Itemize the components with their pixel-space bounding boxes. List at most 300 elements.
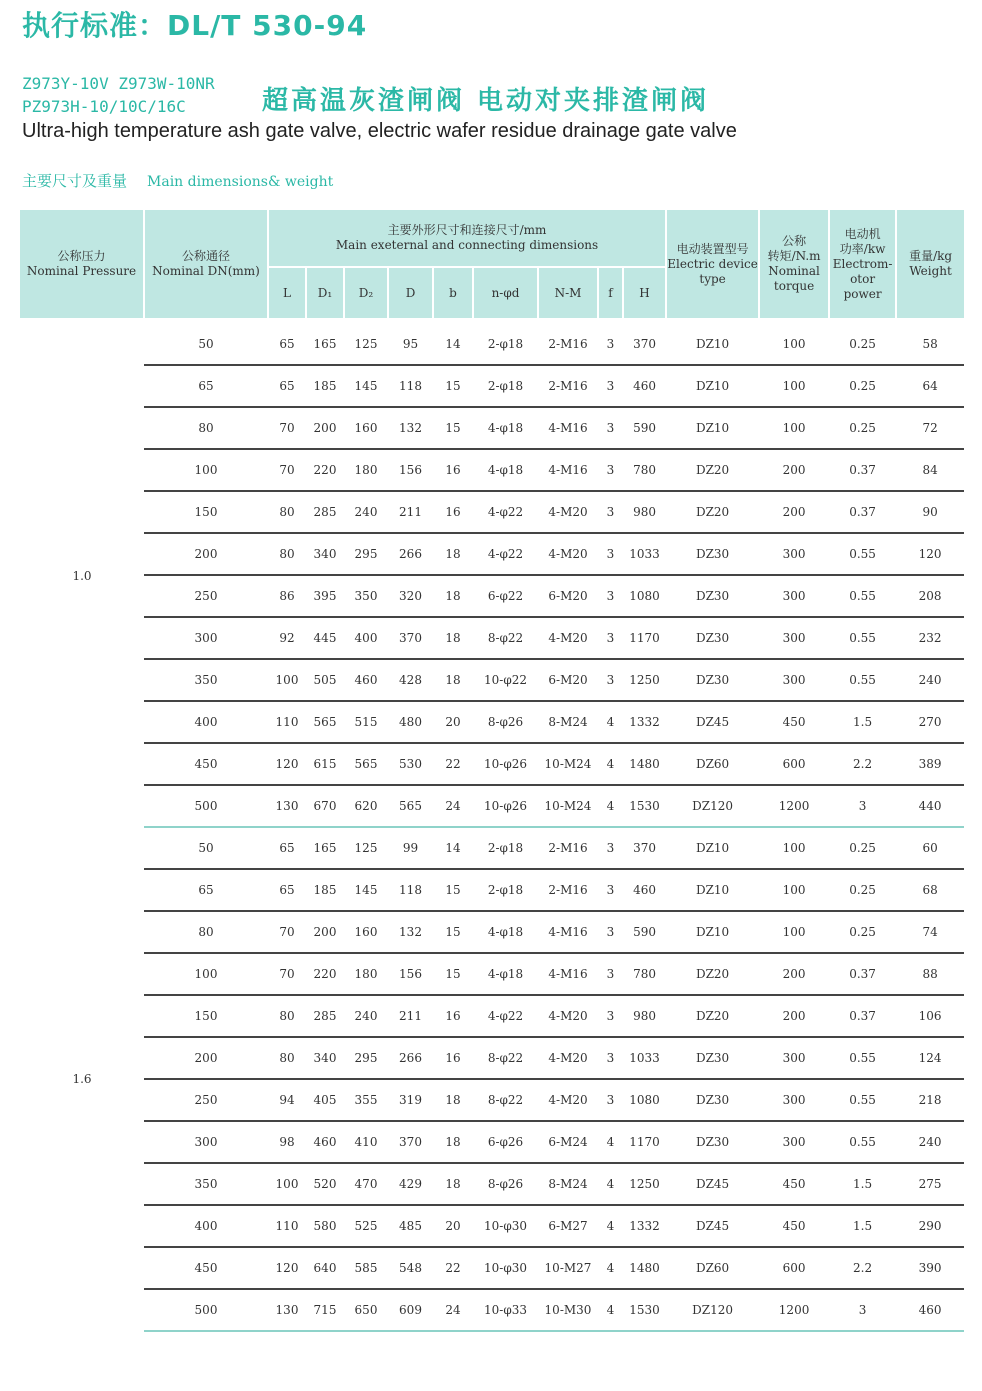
cell-d: 530 — [388, 743, 433, 785]
cell-power: 0.37 — [829, 953, 896, 995]
cell-l: 100 — [268, 659, 306, 701]
cell-d1: 460 — [306, 1121, 344, 1163]
table-row — [20, 869, 964, 911]
cell-h: 590 — [623, 407, 666, 449]
cell-torque: 300 — [759, 617, 829, 659]
table-row — [20, 407, 964, 449]
cell-d: 118 — [388, 365, 433, 407]
cell-d1: 285 — [306, 995, 344, 1037]
cell-n-phi-d: 2-φ18 — [473, 324, 538, 365]
cell-d: 429 — [388, 1163, 433, 1205]
cell-weight: 64 — [896, 365, 964, 407]
header-sub-f: f — [598, 267, 623, 318]
cell-h: 370 — [623, 324, 666, 365]
cell-n-m: 8-M24 — [538, 1163, 598, 1205]
cell-n-phi-d: 4-φ18 — [473, 953, 538, 995]
cell-d1: 715 — [306, 1289, 344, 1331]
cell-torque: 300 — [759, 1037, 829, 1079]
cell-d1: 670 — [306, 785, 344, 827]
cell-h: 1480 — [623, 1247, 666, 1289]
cell-weight: 270 — [896, 701, 964, 743]
cell-d1: 200 — [306, 911, 344, 953]
cell-b: 22 — [433, 1247, 473, 1289]
cell-dn: 300 — [144, 617, 268, 659]
header-pressure: 公称压力 Nominal Pressure — [20, 210, 144, 318]
cell-b: 22 — [433, 743, 473, 785]
cell-power: 2.2 — [829, 1247, 896, 1289]
cell-power: 3 — [829, 1289, 896, 1331]
table-row — [20, 785, 964, 827]
cell-n-phi-d: 4-φ22 — [473, 533, 538, 575]
cell-h: 460 — [623, 365, 666, 407]
cell-device: DZ10 — [666, 324, 759, 365]
cell-weight: 232 — [896, 617, 964, 659]
cell-n-m: 4-M20 — [538, 617, 598, 659]
cell-torque: 1200 — [759, 785, 829, 827]
cell-torque: 450 — [759, 1205, 829, 1247]
cell-d1: 615 — [306, 743, 344, 785]
header-dn: 公称通径 Nominal DN(mm) — [144, 210, 268, 318]
cell-torque: 600 — [759, 1247, 829, 1289]
cell-b: 15 — [433, 953, 473, 995]
cell-d1: 565 — [306, 701, 344, 743]
cell-b: 16 — [433, 491, 473, 533]
cell-device: DZ30 — [666, 533, 759, 575]
cell-device: DZ10 — [666, 365, 759, 407]
cell-d: 132 — [388, 911, 433, 953]
cell-n-phi-d: 10-φ26 — [473, 743, 538, 785]
table-row — [20, 449, 964, 491]
cell-device: DZ45 — [666, 1163, 759, 1205]
cell-f: 3 — [598, 869, 623, 911]
cell-power: 0.25 — [829, 827, 896, 869]
pressure-cell: 1.6 — [72, 1072, 92, 1086]
cell-dn: 300 — [144, 1121, 268, 1163]
section-title-cn: 主要尺寸及重量 — [22, 172, 128, 190]
table-row — [20, 1121, 964, 1163]
cell-dn: 150 — [144, 491, 268, 533]
cell-f: 4 — [598, 1247, 623, 1289]
cell-d: 609 — [388, 1289, 433, 1331]
cell-h: 1480 — [623, 743, 666, 785]
cell-n-m: 10-M30 — [538, 1289, 598, 1331]
cell-h: 1080 — [623, 1079, 666, 1121]
table-body — [20, 318, 964, 1331]
table-row — [20, 1247, 964, 1289]
cell-n-phi-d: 10-φ30 — [473, 1205, 538, 1247]
table-row — [20, 743, 964, 785]
cell-device: DZ20 — [666, 995, 759, 1037]
cell-d1: 640 — [306, 1247, 344, 1289]
cell-d: 132 — [388, 407, 433, 449]
cell-f: 3 — [598, 449, 623, 491]
cell-weight: 58 — [896, 324, 964, 365]
cell-weight: 68 — [896, 869, 964, 911]
cell-d2: 240 — [344, 995, 388, 1037]
cell-h: 1250 — [623, 659, 666, 701]
cell-b: 15 — [433, 365, 473, 407]
cell-b: 16 — [433, 1037, 473, 1079]
cell-dn: 65 — [144, 869, 268, 911]
cell-l: 70 — [268, 407, 306, 449]
cell-d2: 160 — [344, 407, 388, 449]
cell-h: 1332 — [623, 1205, 666, 1247]
header-torque: 公称 转矩/N.m Nominal torque — [759, 210, 829, 318]
cell-dn: 350 — [144, 1163, 268, 1205]
table-row — [20, 659, 964, 701]
cell-d2: 400 — [344, 617, 388, 659]
cell-d: 99 — [388, 827, 433, 869]
cell-d2: 160 — [344, 911, 388, 953]
cell-n-m: 4-M20 — [538, 1079, 598, 1121]
cell-b: 18 — [433, 1163, 473, 1205]
cell-power: 0.37 — [829, 995, 896, 1037]
cell-torque: 450 — [759, 701, 829, 743]
cell-weight: 389 — [896, 743, 964, 785]
cell-b: 20 — [433, 701, 473, 743]
cell-h: 1170 — [623, 617, 666, 659]
cell-d: 370 — [388, 1121, 433, 1163]
cell-dn: 200 — [144, 1037, 268, 1079]
cell-weight: 74 — [896, 911, 964, 953]
cell-d: 95 — [388, 324, 433, 365]
cell-device: DZ120 — [666, 1289, 759, 1331]
cell-d1: 405 — [306, 1079, 344, 1121]
cell-d1: 340 — [306, 533, 344, 575]
cell-weight: 275 — [896, 1163, 964, 1205]
cell-power: 0.55 — [829, 1121, 896, 1163]
header-sub-d2: D₂ — [344, 267, 388, 318]
cell-f: 4 — [598, 1205, 623, 1247]
cell-n-m: 4-M20 — [538, 995, 598, 1037]
table-row — [20, 1163, 964, 1205]
table-row — [20, 617, 964, 659]
cell-b: 20 — [433, 1205, 473, 1247]
cell-d2: 350 — [344, 575, 388, 617]
cell-dn: 400 — [144, 1205, 268, 1247]
cell-dn: 50 — [144, 324, 268, 365]
cell-d: 370 — [388, 617, 433, 659]
cell-l: 65 — [268, 827, 306, 869]
cell-d: 266 — [388, 1037, 433, 1079]
cell-d1: 580 — [306, 1205, 344, 1247]
cell-d1: 505 — [306, 659, 344, 701]
cell-d2: 180 — [344, 953, 388, 995]
cell-h: 1332 — [623, 701, 666, 743]
cell-b: 16 — [433, 995, 473, 1037]
cell-h: 780 — [623, 953, 666, 995]
cell-d: 548 — [388, 1247, 433, 1289]
table-row — [20, 365, 964, 407]
cell-weight: 72 — [896, 407, 964, 449]
standard-title: 执行标准：DL/T 530-94 — [22, 9, 368, 42]
cell-f: 3 — [598, 324, 623, 365]
cell-d2: 470 — [344, 1163, 388, 1205]
cell-power: 3 — [829, 785, 896, 827]
cell-dn: 80 — [144, 911, 268, 953]
cell-dn: 350 — [144, 659, 268, 701]
cell-power: 0.55 — [829, 617, 896, 659]
cell-power: 0.55 — [829, 575, 896, 617]
cell-d: 211 — [388, 491, 433, 533]
cell-torque: 300 — [759, 659, 829, 701]
cell-d1: 520 — [306, 1163, 344, 1205]
cell-h: 1530 — [623, 1289, 666, 1331]
cell-h: 980 — [623, 995, 666, 1037]
cell-power: 0.25 — [829, 869, 896, 911]
model-line-2: PZ973H-10/10C/16C — [22, 97, 186, 116]
cell-device: DZ45 — [666, 1205, 759, 1247]
product-title-cn: 超高温灰渣闸阀 电动对夹排渣闸阀 — [262, 86, 710, 116]
cell-device: DZ30 — [666, 1037, 759, 1079]
cell-power: 0.37 — [829, 491, 896, 533]
cell-dn: 250 — [144, 575, 268, 617]
cell-b: 18 — [433, 617, 473, 659]
cell-device: DZ10 — [666, 827, 759, 869]
cell-l: 130 — [268, 785, 306, 827]
cell-torque: 600 — [759, 743, 829, 785]
header-dimensions: 主要外形尺寸和连接尺寸/mm Main exeternal and connecting dimensions — [268, 210, 666, 267]
cell-d2: 565 — [344, 743, 388, 785]
header-sub-l: L — [268, 267, 306, 318]
cell-power: 1.5 — [829, 701, 896, 743]
cell-dn: 450 — [144, 1247, 268, 1289]
cell-device: DZ20 — [666, 491, 759, 533]
cell-b: 18 — [433, 575, 473, 617]
cell-h: 1080 — [623, 575, 666, 617]
section-title-en: Main dimensions& weight — [147, 174, 334, 190]
cell-d2: 145 — [344, 869, 388, 911]
cell-torque: 1200 — [759, 1289, 829, 1331]
cell-l: 86 — [268, 575, 306, 617]
cell-device: DZ10 — [666, 407, 759, 449]
cell-d: 118 — [388, 869, 433, 911]
cell-torque: 300 — [759, 1079, 829, 1121]
cell-d1: 165 — [306, 324, 344, 365]
cell-l: 65 — [268, 365, 306, 407]
pressure-cell: 1.0 — [72, 568, 92, 583]
cell-torque: 200 — [759, 491, 829, 533]
cell-l: 65 — [268, 869, 306, 911]
cell-weight: 440 — [896, 785, 964, 827]
cell-n-m: 10-M27 — [538, 1247, 598, 1289]
cell-dn: 500 — [144, 1289, 268, 1331]
cell-l: 98 — [268, 1121, 306, 1163]
cell-weight: 88 — [896, 953, 964, 995]
cell-f: 4 — [598, 743, 623, 785]
cell-n-phi-d: 4-φ22 — [473, 491, 538, 533]
cell-l: 94 — [268, 1079, 306, 1121]
cell-n-phi-d: 8-φ22 — [473, 1079, 538, 1121]
cell-d2: 125 — [344, 324, 388, 365]
cell-f: 3 — [598, 827, 623, 869]
cell-b: 18 — [433, 533, 473, 575]
header-sub-d1: D₁ — [306, 267, 344, 318]
cell-n-phi-d: 2-φ18 — [473, 869, 538, 911]
cell-d1: 200 — [306, 407, 344, 449]
table-row — [20, 491, 964, 533]
cell-b: 15 — [433, 869, 473, 911]
cell-torque: 300 — [759, 533, 829, 575]
cell-torque: 200 — [759, 449, 829, 491]
cell-device: DZ10 — [666, 869, 759, 911]
header-electric-device: 电动装置型号 Electric device type — [666, 210, 759, 318]
cell-d2: 355 — [344, 1079, 388, 1121]
cell-n-m: 4-M16 — [538, 953, 598, 995]
cell-d1: 395 — [306, 575, 344, 617]
cell-n-phi-d: 10-φ26 — [473, 785, 538, 827]
cell-torque: 100 — [759, 324, 829, 365]
cell-b: 18 — [433, 1079, 473, 1121]
section-heading — [22, 170, 333, 191]
cell-weight: 90 — [896, 491, 964, 533]
cell-d2: 180 — [344, 449, 388, 491]
cell-d2: 145 — [344, 365, 388, 407]
cell-n-phi-d: 10-φ33 — [473, 1289, 538, 1331]
cell-d1: 340 — [306, 1037, 344, 1079]
cell-l: 120 — [268, 1247, 306, 1289]
cell-weight: 60 — [896, 827, 964, 869]
cell-d2: 525 — [344, 1205, 388, 1247]
cell-l: 130 — [268, 1289, 306, 1331]
cell-d: 211 — [388, 995, 433, 1037]
model-line-1: Z973Y-10V Z973W-10NR — [22, 74, 215, 93]
cell-h: 980 — [623, 491, 666, 533]
cell-power: 0.37 — [829, 449, 896, 491]
cell-h: 780 — [623, 449, 666, 491]
cell-n-phi-d: 2-φ18 — [473, 365, 538, 407]
cell-n-m: 2-M16 — [538, 869, 598, 911]
cell-device: DZ20 — [666, 449, 759, 491]
cell-dn: 80 — [144, 407, 268, 449]
table-row — [20, 1037, 964, 1079]
cell-l: 100 — [268, 1163, 306, 1205]
dimensions-table — [20, 210, 964, 1332]
cell-f: 4 — [598, 701, 623, 743]
cell-n-phi-d: 4-φ18 — [473, 449, 538, 491]
cell-l: 110 — [268, 1205, 306, 1247]
cell-dn: 150 — [144, 995, 268, 1037]
cell-b: 14 — [433, 324, 473, 365]
cell-f: 3 — [598, 575, 623, 617]
cell-d2: 515 — [344, 701, 388, 743]
cell-weight: 120 — [896, 533, 964, 575]
cell-d: 266 — [388, 533, 433, 575]
cell-d2: 650 — [344, 1289, 388, 1331]
cell-h: 370 — [623, 827, 666, 869]
cell-d1: 220 — [306, 953, 344, 995]
cell-f: 4 — [598, 1289, 623, 1331]
cell-torque: 450 — [759, 1163, 829, 1205]
cell-n-phi-d: 8-φ26 — [473, 1163, 538, 1205]
cell-f: 3 — [598, 659, 623, 701]
cell-l: 120 — [268, 743, 306, 785]
cell-l: 92 — [268, 617, 306, 659]
cell-torque: 100 — [759, 869, 829, 911]
cell-f: 3 — [598, 911, 623, 953]
cell-n-phi-d: 2-φ18 — [473, 827, 538, 869]
cell-dn: 500 — [144, 785, 268, 827]
cell-f: 4 — [598, 785, 623, 827]
header-sub-b: b — [433, 267, 473, 318]
cell-weight: 240 — [896, 1121, 964, 1163]
cell-l: 65 — [268, 324, 306, 365]
header-weight: 重量/kg Weight — [896, 210, 964, 318]
cell-n-phi-d: 4-φ22 — [473, 995, 538, 1037]
cell-d: 156 — [388, 953, 433, 995]
cell-l: 80 — [268, 491, 306, 533]
cell-torque: 200 — [759, 995, 829, 1037]
cell-torque: 300 — [759, 1121, 829, 1163]
table-row — [20, 701, 964, 743]
cell-torque: 300 — [759, 575, 829, 617]
cell-b: 16 — [433, 449, 473, 491]
header-motor-power: 电动机 功率/kw Electrom- otor power — [829, 210, 896, 318]
cell-f: 3 — [598, 407, 623, 449]
cell-device: DZ60 — [666, 743, 759, 785]
cell-dn: 50 — [144, 827, 268, 869]
cell-n-m: 10-M24 — [538, 743, 598, 785]
cell-torque: 100 — [759, 365, 829, 407]
cell-f: 3 — [598, 533, 623, 575]
cell-f: 3 — [598, 995, 623, 1037]
cell-device: DZ120 — [666, 785, 759, 827]
cell-n-m: 2-M16 — [538, 827, 598, 869]
cell-d2: 240 — [344, 491, 388, 533]
cell-torque: 100 — [759, 911, 829, 953]
cell-power: 0.25 — [829, 911, 896, 953]
cell-b: 18 — [433, 1121, 473, 1163]
cell-weight: 290 — [896, 1205, 964, 1247]
cell-n-m: 6-M20 — [538, 575, 598, 617]
cell-d: 156 — [388, 449, 433, 491]
cell-torque: 100 — [759, 827, 829, 869]
cell-power: 0.55 — [829, 1037, 896, 1079]
cell-dn: 100 — [144, 953, 268, 995]
cell-b: 14 — [433, 827, 473, 869]
cell-b: 15 — [433, 911, 473, 953]
cell-n-phi-d: 8-φ22 — [473, 617, 538, 659]
cell-weight: 124 — [896, 1037, 964, 1079]
cell-n-m: 8-M24 — [538, 701, 598, 743]
cell-f: 3 — [598, 1079, 623, 1121]
cell-d1: 220 — [306, 449, 344, 491]
cell-b: 24 — [433, 785, 473, 827]
cell-dn: 450 — [144, 743, 268, 785]
cell-n-m: 4-M20 — [538, 533, 598, 575]
cell-h: 1170 — [623, 1121, 666, 1163]
cell-d1: 185 — [306, 365, 344, 407]
cell-h: 460 — [623, 869, 666, 911]
cell-power: 2.2 — [829, 743, 896, 785]
cell-power: 1.5 — [829, 1163, 896, 1205]
cell-weight: 106 — [896, 995, 964, 1037]
cell-n-phi-d: 10-φ30 — [473, 1247, 538, 1289]
cell-b: 18 — [433, 659, 473, 701]
cell-h: 1250 — [623, 1163, 666, 1205]
cell-power: 0.55 — [829, 659, 896, 701]
cell-weight: 208 — [896, 575, 964, 617]
cell-n-phi-d: 4-φ18 — [473, 911, 538, 953]
cell-f: 3 — [598, 491, 623, 533]
cell-d2: 460 — [344, 659, 388, 701]
cell-f: 4 — [598, 1121, 623, 1163]
cell-d1: 165 — [306, 827, 344, 869]
cell-torque: 100 — [759, 407, 829, 449]
cell-n-m: 4-M20 — [538, 1037, 598, 1079]
cell-d2: 295 — [344, 1037, 388, 1079]
cell-power: 0.25 — [829, 365, 896, 407]
